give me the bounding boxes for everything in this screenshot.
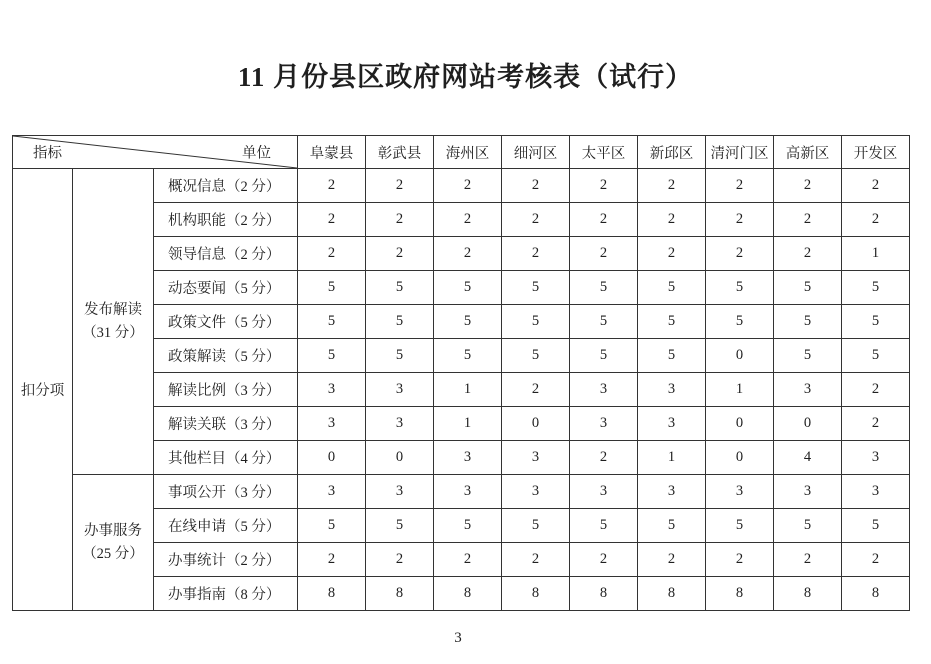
score-cell: 3 bbox=[774, 475, 842, 509]
score-cell: 2 bbox=[570, 203, 638, 237]
item-label-cell: 政策解读（5 分） bbox=[154, 339, 298, 373]
item-label-cell: 动态要闻（5 分） bbox=[154, 271, 298, 305]
score-cell: 5 bbox=[366, 509, 434, 543]
score-cell: 1 bbox=[434, 407, 502, 441]
score-cell: 2 bbox=[502, 203, 570, 237]
score-cell: 5 bbox=[502, 271, 570, 305]
score-cell: 2 bbox=[638, 203, 706, 237]
item-label-cell: 事项公开（3 分） bbox=[154, 475, 298, 509]
column-header-5: 太平区 bbox=[570, 136, 638, 169]
score-cell: 3 bbox=[298, 407, 366, 441]
score-cell: 5 bbox=[434, 339, 502, 373]
score-cell: 5 bbox=[706, 509, 774, 543]
score-cell: 2 bbox=[298, 203, 366, 237]
score-cell: 0 bbox=[706, 441, 774, 475]
score-cell: 2 bbox=[434, 237, 502, 271]
column-header-4: 细河区 bbox=[502, 136, 570, 169]
score-cell: 5 bbox=[434, 305, 502, 339]
score-cell: 3 bbox=[842, 475, 910, 509]
score-cell: 8 bbox=[638, 577, 706, 611]
score-cell: 2 bbox=[502, 373, 570, 407]
item-label-cell: 政策文件（5 分） bbox=[154, 305, 298, 339]
score-cell: 5 bbox=[570, 271, 638, 305]
header-row bbox=[13, 136, 910, 169]
score-cell: 2 bbox=[570, 441, 638, 475]
corner-label-indicator: 指标 bbox=[33, 145, 62, 162]
column-header-1: 阜蒙县 bbox=[298, 136, 366, 169]
group-label-line1: 办事服务 bbox=[84, 523, 142, 540]
score-cell: 1 bbox=[434, 373, 502, 407]
score-cell: 5 bbox=[502, 339, 570, 373]
score-cell: 2 bbox=[774, 169, 842, 203]
page-number: 3 bbox=[454, 630, 462, 646]
score-cell: 5 bbox=[638, 305, 706, 339]
score-cell: 8 bbox=[502, 577, 570, 611]
group-cell-1 bbox=[73, 169, 154, 475]
column-header-6: 新邱区 bbox=[638, 136, 706, 169]
group-cell-2 bbox=[73, 475, 154, 611]
score-cell: 8 bbox=[366, 577, 434, 611]
corner-label-unit: 单位 bbox=[242, 145, 272, 162]
score-cell: 3 bbox=[502, 441, 570, 475]
column-header-9: 开发区 bbox=[842, 136, 910, 169]
category-cell: 扣分项 bbox=[13, 169, 73, 611]
score-cell: 2 bbox=[434, 543, 502, 577]
score-cell: 2 bbox=[570, 543, 638, 577]
score-cell: 3 bbox=[366, 373, 434, 407]
score-cell: 2 bbox=[638, 237, 706, 271]
score-cell: 2 bbox=[842, 407, 910, 441]
score-cell: 2 bbox=[842, 203, 910, 237]
score-cell: 2 bbox=[774, 203, 842, 237]
item-label-cell: 领导信息（2 分） bbox=[154, 237, 298, 271]
score-cell: 2 bbox=[638, 169, 706, 203]
score-cell: 2 bbox=[774, 237, 842, 271]
group-label-line1: 发布解读 bbox=[84, 302, 142, 319]
score-cell: 3 bbox=[298, 475, 366, 509]
score-cell: 1 bbox=[638, 441, 706, 475]
score-cell: 5 bbox=[774, 339, 842, 373]
score-cell: 2 bbox=[706, 543, 774, 577]
score-cell: 2 bbox=[706, 169, 774, 203]
score-cell: 5 bbox=[298, 271, 366, 305]
item-label-cell: 概况信息（2 分） bbox=[154, 169, 298, 203]
item-label-cell: 解读比例（3 分） bbox=[154, 373, 298, 407]
score-cell: 8 bbox=[434, 577, 502, 611]
score-cell: 2 bbox=[706, 237, 774, 271]
score-cell: 2 bbox=[774, 543, 842, 577]
score-cell: 5 bbox=[434, 509, 502, 543]
score-cell: 2 bbox=[842, 169, 910, 203]
score-cell: 0 bbox=[774, 407, 842, 441]
score-cell: 5 bbox=[366, 305, 434, 339]
column-header-7: 清河门区 bbox=[706, 136, 774, 169]
score-cell: 2 bbox=[638, 543, 706, 577]
score-cell: 5 bbox=[774, 305, 842, 339]
score-cell: 5 bbox=[434, 271, 502, 305]
score-cell: 2 bbox=[298, 237, 366, 271]
score-cell: 5 bbox=[570, 339, 638, 373]
score-cell: 2 bbox=[434, 169, 502, 203]
score-cell: 5 bbox=[298, 509, 366, 543]
score-cell: 5 bbox=[570, 305, 638, 339]
score-cell: 2 bbox=[502, 169, 570, 203]
score-cell: 0 bbox=[298, 441, 366, 475]
score-cell: 3 bbox=[706, 475, 774, 509]
score-cell: 3 bbox=[638, 407, 706, 441]
score-cell: 2 bbox=[502, 237, 570, 271]
table-row bbox=[13, 475, 910, 509]
score-cell: 5 bbox=[706, 305, 774, 339]
score-cell: 0 bbox=[366, 441, 434, 475]
score-cell: 5 bbox=[298, 305, 366, 339]
score-cell: 5 bbox=[842, 509, 910, 543]
score-cell: 1 bbox=[706, 373, 774, 407]
score-cell: 8 bbox=[570, 577, 638, 611]
column-header-3: 海州区 bbox=[434, 136, 502, 169]
score-cell: 2 bbox=[706, 203, 774, 237]
score-cell: 3 bbox=[366, 407, 434, 441]
score-cell: 4 bbox=[774, 441, 842, 475]
score-cell: 2 bbox=[434, 203, 502, 237]
score-cell: 3 bbox=[434, 441, 502, 475]
score-cell: 2 bbox=[502, 543, 570, 577]
assessment-table bbox=[12, 135, 910, 611]
score-cell: 2 bbox=[366, 169, 434, 203]
score-cell: 2 bbox=[298, 543, 366, 577]
column-header-8: 高新区 bbox=[774, 136, 842, 169]
score-cell: 3 bbox=[638, 373, 706, 407]
group-label-line2: （31 分） bbox=[82, 324, 144, 341]
score-cell: 3 bbox=[842, 441, 910, 475]
score-cell: 0 bbox=[502, 407, 570, 441]
score-cell: 5 bbox=[298, 339, 366, 373]
score-cell: 5 bbox=[842, 271, 910, 305]
table-row bbox=[13, 169, 910, 203]
score-cell: 5 bbox=[366, 339, 434, 373]
score-cell: 5 bbox=[638, 339, 706, 373]
score-cell: 3 bbox=[638, 475, 706, 509]
score-cell: 2 bbox=[298, 169, 366, 203]
score-cell: 5 bbox=[774, 271, 842, 305]
score-cell: 1 bbox=[842, 237, 910, 271]
score-cell: 2 bbox=[366, 203, 434, 237]
score-cell: 8 bbox=[706, 577, 774, 611]
score-cell: 8 bbox=[774, 577, 842, 611]
item-label-cell: 在线申请（5 分） bbox=[154, 509, 298, 543]
column-header-2: 彰武县 bbox=[366, 136, 434, 169]
group-label-line2: （25 分） bbox=[82, 545, 144, 562]
score-cell: 2 bbox=[366, 543, 434, 577]
score-cell: 5 bbox=[502, 509, 570, 543]
score-cell: 5 bbox=[366, 271, 434, 305]
score-cell: 2 bbox=[570, 237, 638, 271]
corner-cell bbox=[13, 136, 298, 169]
score-cell: 3 bbox=[502, 475, 570, 509]
score-cell: 0 bbox=[706, 339, 774, 373]
score-cell: 5 bbox=[502, 305, 570, 339]
item-label-cell: 办事统计（2 分） bbox=[154, 543, 298, 577]
score-cell: 3 bbox=[570, 407, 638, 441]
score-cell: 2 bbox=[366, 237, 434, 271]
score-cell: 3 bbox=[570, 475, 638, 509]
score-cell: 8 bbox=[298, 577, 366, 611]
score-cell: 3 bbox=[434, 475, 502, 509]
score-cell: 5 bbox=[570, 509, 638, 543]
page-title: 11 月份县区政府网站考核表（试行） bbox=[237, 62, 694, 92]
score-cell: 8 bbox=[842, 577, 910, 611]
item-label-cell: 办事指南（8 分） bbox=[154, 577, 298, 611]
score-cell: 3 bbox=[366, 475, 434, 509]
item-label-cell: 机构职能（2 分） bbox=[154, 203, 298, 237]
score-cell: 2 bbox=[842, 373, 910, 407]
score-cell: 3 bbox=[570, 373, 638, 407]
score-cell: 5 bbox=[842, 305, 910, 339]
item-label-cell: 其他栏目（4 分） bbox=[154, 441, 298, 475]
score-cell: 5 bbox=[774, 509, 842, 543]
score-cell: 5 bbox=[706, 271, 774, 305]
score-cell: 3 bbox=[774, 373, 842, 407]
score-cell: 2 bbox=[570, 169, 638, 203]
score-cell: 3 bbox=[298, 373, 366, 407]
item-label-cell: 解读关联（3 分） bbox=[154, 407, 298, 441]
score-cell: 5 bbox=[842, 339, 910, 373]
score-cell: 5 bbox=[638, 509, 706, 543]
score-cell: 2 bbox=[842, 543, 910, 577]
score-cell: 5 bbox=[638, 271, 706, 305]
score-cell: 0 bbox=[706, 407, 774, 441]
